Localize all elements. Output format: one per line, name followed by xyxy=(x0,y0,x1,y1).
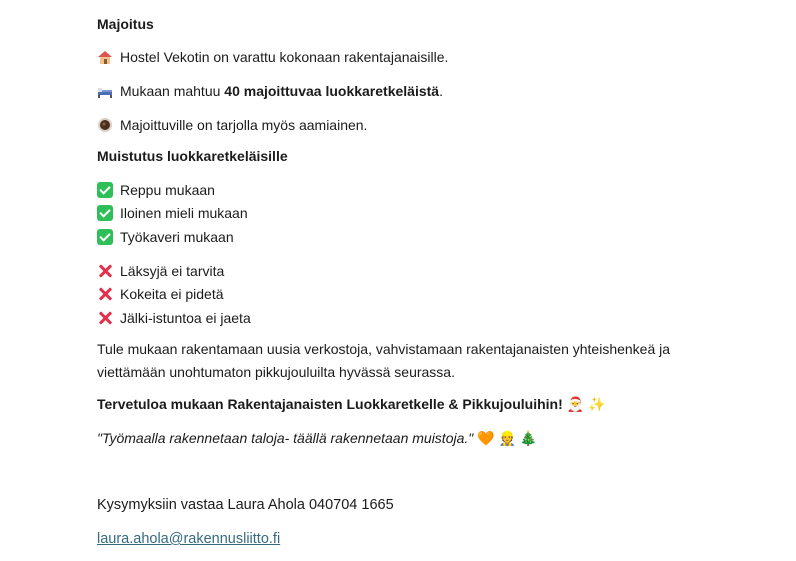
invitation-paragraph: Tule mukaan rakentamaan uusia verkostoja, vahvistamaan rakentajanaisten yhteishenkeä ja viettämään unohtumaton pikkujouluilta hyvässä seurassa. xyxy=(97,341,671,380)
contact-line: Kysymyksiin vastaa Laura Ahola 040704 1665 xyxy=(97,497,394,513)
reminder-do-item: Työkaveri mukaan xyxy=(97,227,234,247)
accommodation-item-hostel: Hostel Vekotin on varattu kokonaan rakentajanaisille. xyxy=(97,47,448,67)
cross-icon xyxy=(97,310,113,326)
reminder-do-item: Iloinen mieli mukaan xyxy=(97,203,248,223)
welcome-line: Tervetuloa mukaan Rakentajanaisten Luokkaretkelle & Pikkujouluihin! 🎅 ✨ xyxy=(97,396,606,412)
cross-icon xyxy=(97,286,113,302)
reminder-do-item: Reppu mukaan xyxy=(97,180,215,200)
accommodation-item-breakfast: Majoittuville on tarjolla myös aamiainen. xyxy=(97,115,367,135)
coffee-icon xyxy=(97,117,113,133)
reminder-heading: Muistutus luokkaretkeläisille xyxy=(97,148,288,164)
santa-sparkles-emoji: 🎅 ✨ xyxy=(566,396,606,412)
capacity-highlight: 40 majoittuvaa luokkaretkeläistä xyxy=(224,83,440,99)
contact-email-row xyxy=(97,528,280,549)
cross-icon xyxy=(97,263,113,279)
reminder-dont-item: Kokeita ei pidetä xyxy=(97,284,224,304)
house-icon xyxy=(97,49,113,65)
check-icon xyxy=(97,205,113,221)
quote-line: "Työmaalla rakennetaan taloja- täällä rakennetaan muistoja." 🧡 👷 🎄 xyxy=(97,430,538,446)
contact-email-link[interactable]: laura.ahola@rakennusliitto.fi xyxy=(97,531,281,547)
check-icon xyxy=(97,229,113,245)
accommodation-item-capacity: Mukaan mahtuu 40 majoittuvaa luokkaretkeläistä. xyxy=(97,81,443,101)
check-icon xyxy=(97,182,113,198)
reminder-dont-item: Jälki-istuntoa ei jaeta xyxy=(97,308,251,328)
reminder-dont-item: Läksyjä ei tarvita xyxy=(97,261,224,281)
accommodation-heading: Majoitus xyxy=(97,16,154,32)
heart-worker-tree-emoji: 🧡 👷 🎄 xyxy=(477,430,538,446)
bed-icon xyxy=(97,83,113,99)
